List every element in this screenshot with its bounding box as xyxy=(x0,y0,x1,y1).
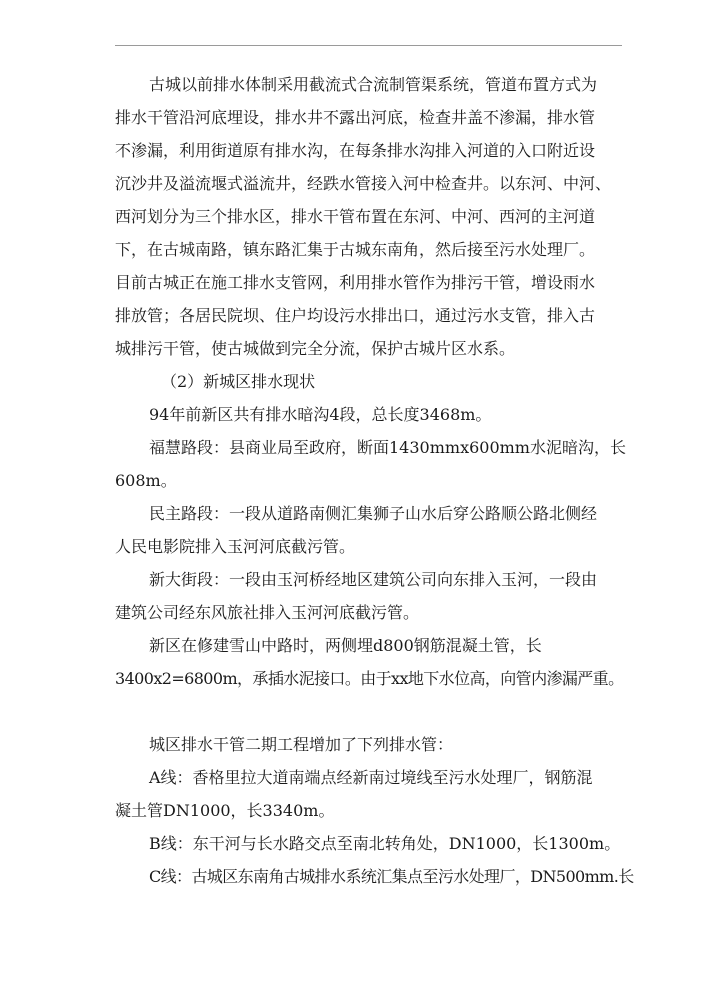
paragraph-line: A线：香格里拉大道南端点经新南过境线至污水处理厂，钢筋混 xyxy=(149,768,593,787)
paragraph-line: 民主路段：一段从道路南侧汇集狮子山水后穿公路顺公路北侧经 xyxy=(149,504,598,523)
paragraph-line: B线：东干河与长水路交点至南北转角处，DN1000，长1300m。 xyxy=(149,834,621,853)
blank-line xyxy=(115,695,655,728)
paragraph-line: 新区在修建雪山中路时，两侧埋d800钢筋混凝土管，长 xyxy=(149,636,542,655)
paragraph-line: 人民电影院排入玉河河底截污管。 xyxy=(115,537,356,556)
document-body xyxy=(115,68,655,893)
paragraph-line: 福慧路段：县商业局至政府，断面1430mmx600mm水泥暗沟，长 xyxy=(149,438,626,457)
paragraph-line: C线：古城区东南角古城排水系统汇集点至污水处理厂，DN500mm.长 xyxy=(149,867,634,886)
paragraph-line: 沉沙井及溢流堰式溢流井，经跌水管接入河中检查井。以东河、中河、 xyxy=(115,174,612,193)
paragraph-line: 目前古城正在施工排水支管网，利用排水管作为排污干管，增设雨水 xyxy=(115,273,596,292)
paragraph-line: 608m。 xyxy=(115,471,177,490)
paragraph-line: 94年前新区共有排水暗沟4段，总长度3468m。 xyxy=(149,405,492,424)
paragraph-line: 不渗漏，利用街道原有排水沟，在每条排水沟排入河道的入口附近设 xyxy=(115,141,596,160)
paragraph-line: 古城以前排水体制采用截流式合流制管渠系统，管道布置方式为 xyxy=(149,75,598,94)
paragraph-line: 排放管；各居民院坝、住户均设污水排出口，通过污水支管，排入古 xyxy=(115,306,596,325)
paragraph-line: 城排污干管，使古城做到完全分流，保护古城片区水系。 xyxy=(115,339,516,358)
paragraph-line: 城区排水干管二期工程增加了下列排水管： xyxy=(149,735,454,754)
paragraph-line: 凝土管DN1000，长3340m。 xyxy=(115,801,335,820)
paragraph-line: 西河划分为三个排水区，排水干管布置在东河、中河、西河的主河道 xyxy=(115,207,596,226)
paragraph-line: 新大街段：一段由玉河桥经地区建筑公司向东排入玉河，一段由 xyxy=(149,570,598,589)
paragraph-line: 建筑公司经东风旅社排入玉河河底截污管。 xyxy=(115,603,420,622)
paragraph-line: 3400x2=6800m，承插水泥接口。由于xx地下水位高，向管内渗漏严重。 xyxy=(115,669,624,688)
paragraph-line: 下，在古城南路，镇东路汇集于古城东南角，然后接至污水处理厂。 xyxy=(115,240,596,259)
paragraph-line: 排水干管沿河底埋设，排水井不露出河底，检查井盖不渗漏，排水管 xyxy=(115,108,596,127)
section-heading: （2）新城区排水现状 xyxy=(161,372,316,391)
header-rule xyxy=(115,45,622,46)
